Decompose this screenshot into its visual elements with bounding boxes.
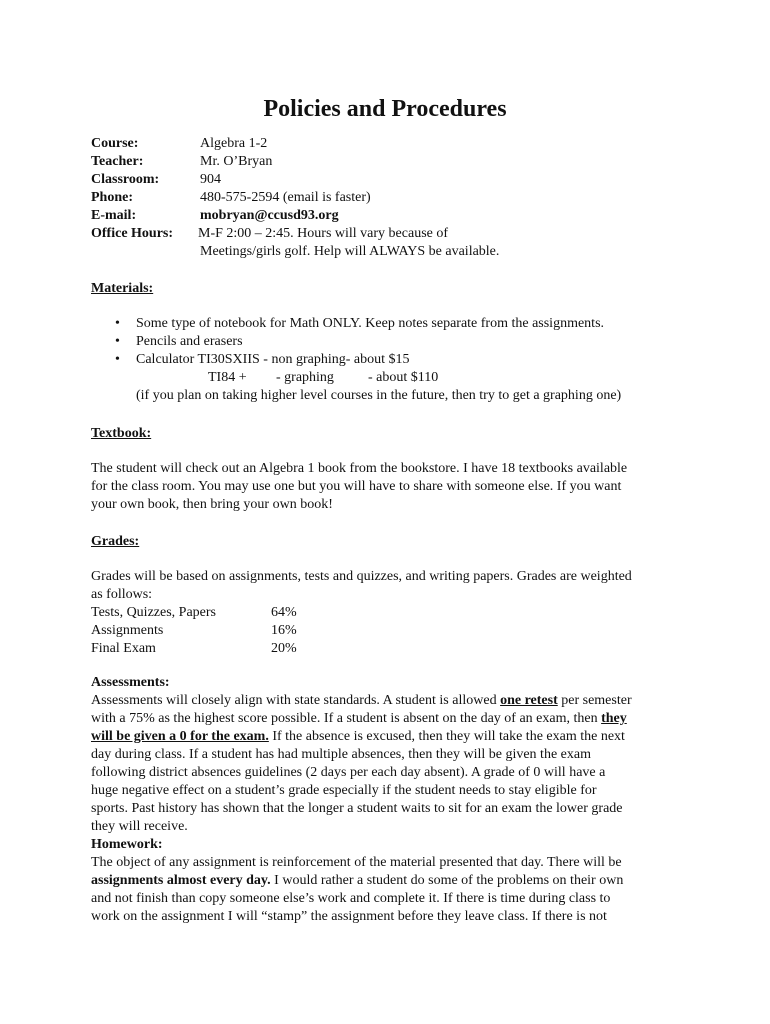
- text-span: per semester: [557, 693, 632, 708]
- phone-label: Phone:: [91, 190, 133, 205]
- classroom-label: Classroom:: [91, 172, 160, 187]
- office-hours-value: M-F 2:00 – 2:45. Hours will vary because of: [198, 226, 449, 241]
- text-line: [91, 692, 691, 710]
- list-item-text: Some type of notebook for Math ONLY. Keep notes separate from the assignments.: [136, 316, 605, 331]
- text-span: I would rather a student do some of the problems on their own: [270, 873, 624, 888]
- assessments-section: [91, 674, 691, 926]
- grade-weight: 20%: [271, 641, 297, 656]
- materials-heading: Materials:: [91, 281, 154, 296]
- course-value: Algebra 1-2: [200, 136, 268, 151]
- course-label: Course:: [91, 136, 139, 151]
- text-line: [91, 728, 691, 746]
- classroom-value: 904: [200, 172, 221, 187]
- list-item-text: Calculator TI30SXIIS - non graphing- about $15: [136, 352, 410, 367]
- grades-paragraph: [91, 568, 681, 658]
- calculator-price: - about $110: [368, 370, 439, 385]
- text-line: for the class room. You may use one but you will have to share with someone else. If you want: [91, 479, 622, 494]
- calculator-type: - graphing: [276, 370, 334, 385]
- phone-value: 480-575-2594 (email is faster): [200, 190, 371, 205]
- grade-weight: 64%: [271, 605, 297, 620]
- text-line: [91, 710, 691, 728]
- they-emphasis: they: [601, 711, 627, 726]
- calculator-model: TI84 +: [208, 370, 247, 385]
- bullet-icon: •: [115, 334, 120, 349]
- grades-heading: Grades:: [91, 534, 140, 549]
- homework-heading: Homework:: [91, 837, 163, 852]
- grade-row: [91, 622, 681, 640]
- text-line: huge negative effect on a student’s grade especially if the student needs to stay eligible for: [91, 783, 597, 798]
- text-line: work on the assignment I will “stamp” the assignment before they leave class. If there is not: [91, 909, 607, 924]
- text-line: they will receive.: [91, 819, 188, 834]
- grade-row: [91, 640, 681, 658]
- teacher-label: Teacher:: [91, 154, 144, 169]
- email-label: E-mail:: [91, 208, 137, 223]
- grade-category: Tests, Quizzes, Papers: [91, 605, 216, 620]
- assessments-heading: Assessments:: [91, 675, 170, 690]
- text-line: Grades will be based on assignments, tests and quizzes, and writing papers. Grades are weighted: [91, 569, 632, 584]
- text-line: sports. Past history has shown that the longer a student waits to sit for an exam the lower grade: [91, 801, 623, 816]
- assignments-emphasis: assignments almost every day.: [91, 873, 271, 888]
- office-hours-label: Office Hours:: [91, 226, 174, 241]
- text-line: The student will check out an Algebra 1 book from the bookstore. I have 18 textbooks available: [91, 461, 628, 476]
- zero-for-exam-emphasis: will be given a 0 for the exam.: [91, 729, 269, 744]
- grade-category: Assignments: [91, 623, 164, 638]
- text-line: following district absences guidelines (2 days per each day absent). A grade of 0 will have a: [91, 765, 606, 780]
- text-line: and not finish than copy someone else’s work and complete it. If there is time during class to: [91, 891, 611, 906]
- text-span: with a 75% as the highest score possible. If a student is absent on the day of an exam, then: [91, 711, 602, 726]
- text-line: as follows:: [91, 587, 153, 602]
- bullet-icon: •: [115, 352, 120, 367]
- text-line: day during class. If a student has had multiple absences, then they will be given the exam: [91, 747, 591, 762]
- calculator-note: (if you plan on taking higher level courses in the future, then try to get a graphing one): [136, 388, 622, 403]
- grade-weight: 16%: [271, 623, 297, 638]
- email-value: mobryan@ccusd93.org: [200, 208, 339, 223]
- list-item-text: Pencils and erasers: [136, 334, 243, 349]
- text-line: your own book, then bring your own book!: [91, 497, 333, 512]
- text-line: [91, 872, 691, 890]
- teacher-value: Mr. O’Bryan: [200, 154, 273, 169]
- text-line: The object of any assignment is reinforcement of the material presented that day. There will be: [91, 855, 622, 870]
- textbook-heading: Textbook:: [91, 426, 152, 441]
- grade-row: [91, 604, 681, 622]
- text-span: If the absence is excused, then they will take the exam the next: [268, 729, 625, 744]
- grade-category: Final Exam: [91, 641, 156, 656]
- page-title: Policies and Procedures: [263, 96, 507, 122]
- text-span: Assessments will closely align with state standards. A student is allowed: [91, 693, 501, 708]
- textbook-paragraph: [91, 460, 681, 514]
- office-hours-continuation: Meetings/girls golf. Help will ALWAYS be available.: [200, 244, 500, 259]
- bullet-icon: •: [115, 316, 120, 331]
- one-retest-emphasis: one retest: [500, 693, 558, 708]
